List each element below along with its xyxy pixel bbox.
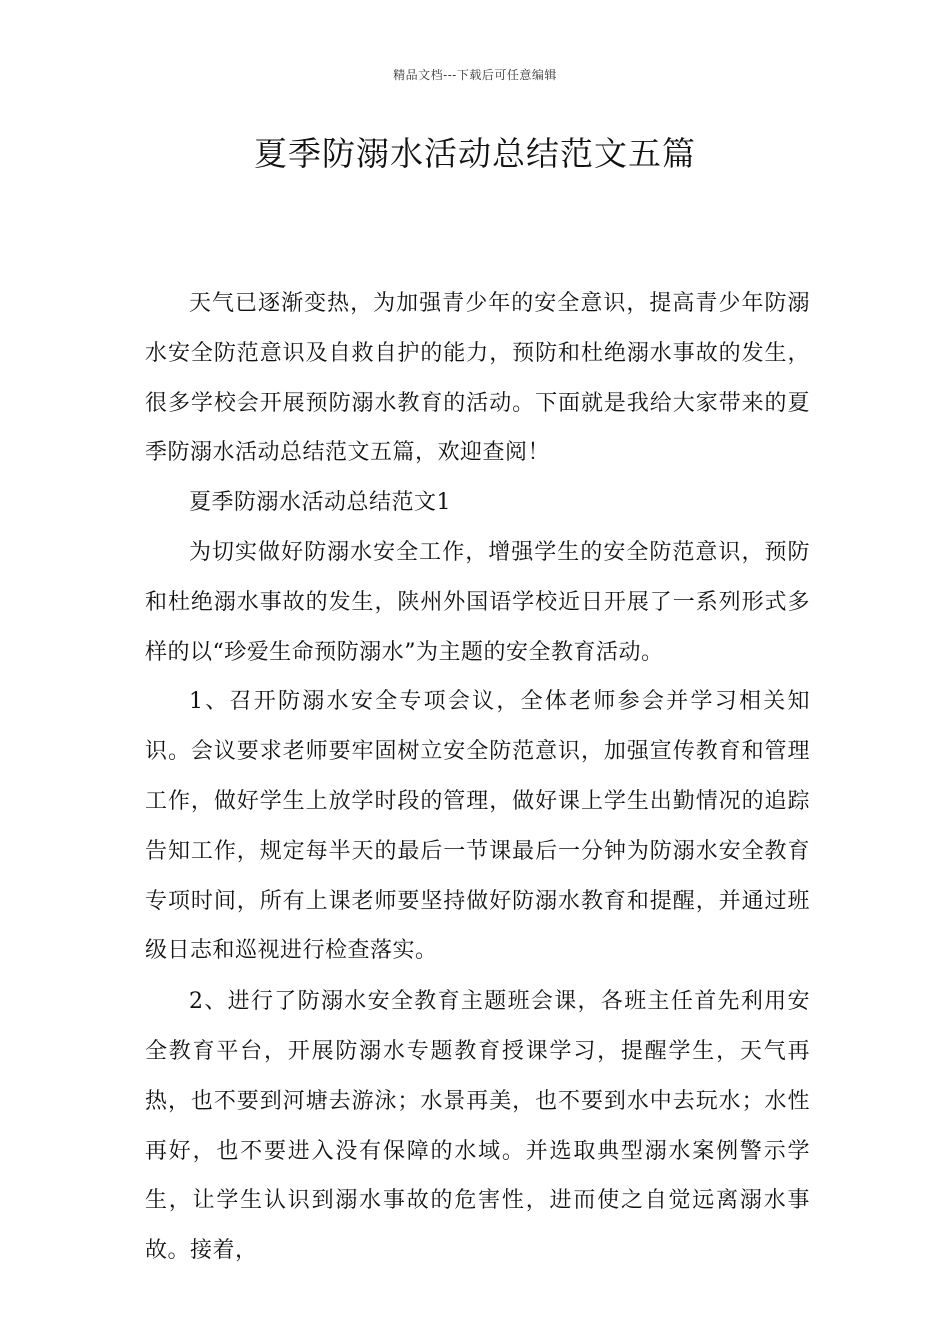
paragraph-item-1: 1、召开防溺水安全专项会议，全体老师参会并学习相关知识。会议要求老师要牢固树立安全防范意识，加强宣传教育和管理工作，做好学生上放学时段的管理，做好课上学生出勤情况的追踪告知工作，规定每半天的最后一节课最后一分钟为防溺水安全教育专项时间，所有上课老师要坚持做好防溺水教育和提醒，并通过班级日志和巡视进行检查落实。 xyxy=(145,689,810,964)
header-note: 精品文档---下载后可任意编辑 xyxy=(393,68,557,82)
paragraph-item-2: 2、进行了防溺水安全教育主题班会课，各班主任首先利用安全教育平台，开展防溺水专题教育授课学习，提醒学生，天气再热，也不要到河塘去游泳；水景再美，也不要到水中去玩水；水性再好，也不要进入没有保障的水域。并选取典型溺水案例警示学生，让学生认识到溺水事故的危害性，进而使之自觉远离溺水事故。接着， xyxy=(145,989,810,1264)
paragraph-section-1: 为切实做好防溺水安全工作，增强学生的安全防范意识，预防和杜绝溺水事故的发生，陕州外国语学校近日开展了一系列形式多样的以“珍爱生命预防溺水”为主题的安全教育活动。 xyxy=(145,539,810,665)
document-body xyxy=(145,279,810,1276)
section-heading-1: 夏季防溺水活动总结范文1 xyxy=(189,490,451,516)
paragraph-intro: 天气已逐渐变热，为加强青少年的安全意识，提高青少年防溺水安全防范意识及自救自护的能力，预防和杜绝溺水事故的发生，很多学校会开展预防溺水教育的活动。下面就是我给大家带来的夏季防溺水活动总结范文五篇，欢迎查阅！ xyxy=(145,291,810,466)
document-title: 夏季防溺水活动总结范文五篇 xyxy=(254,134,696,173)
